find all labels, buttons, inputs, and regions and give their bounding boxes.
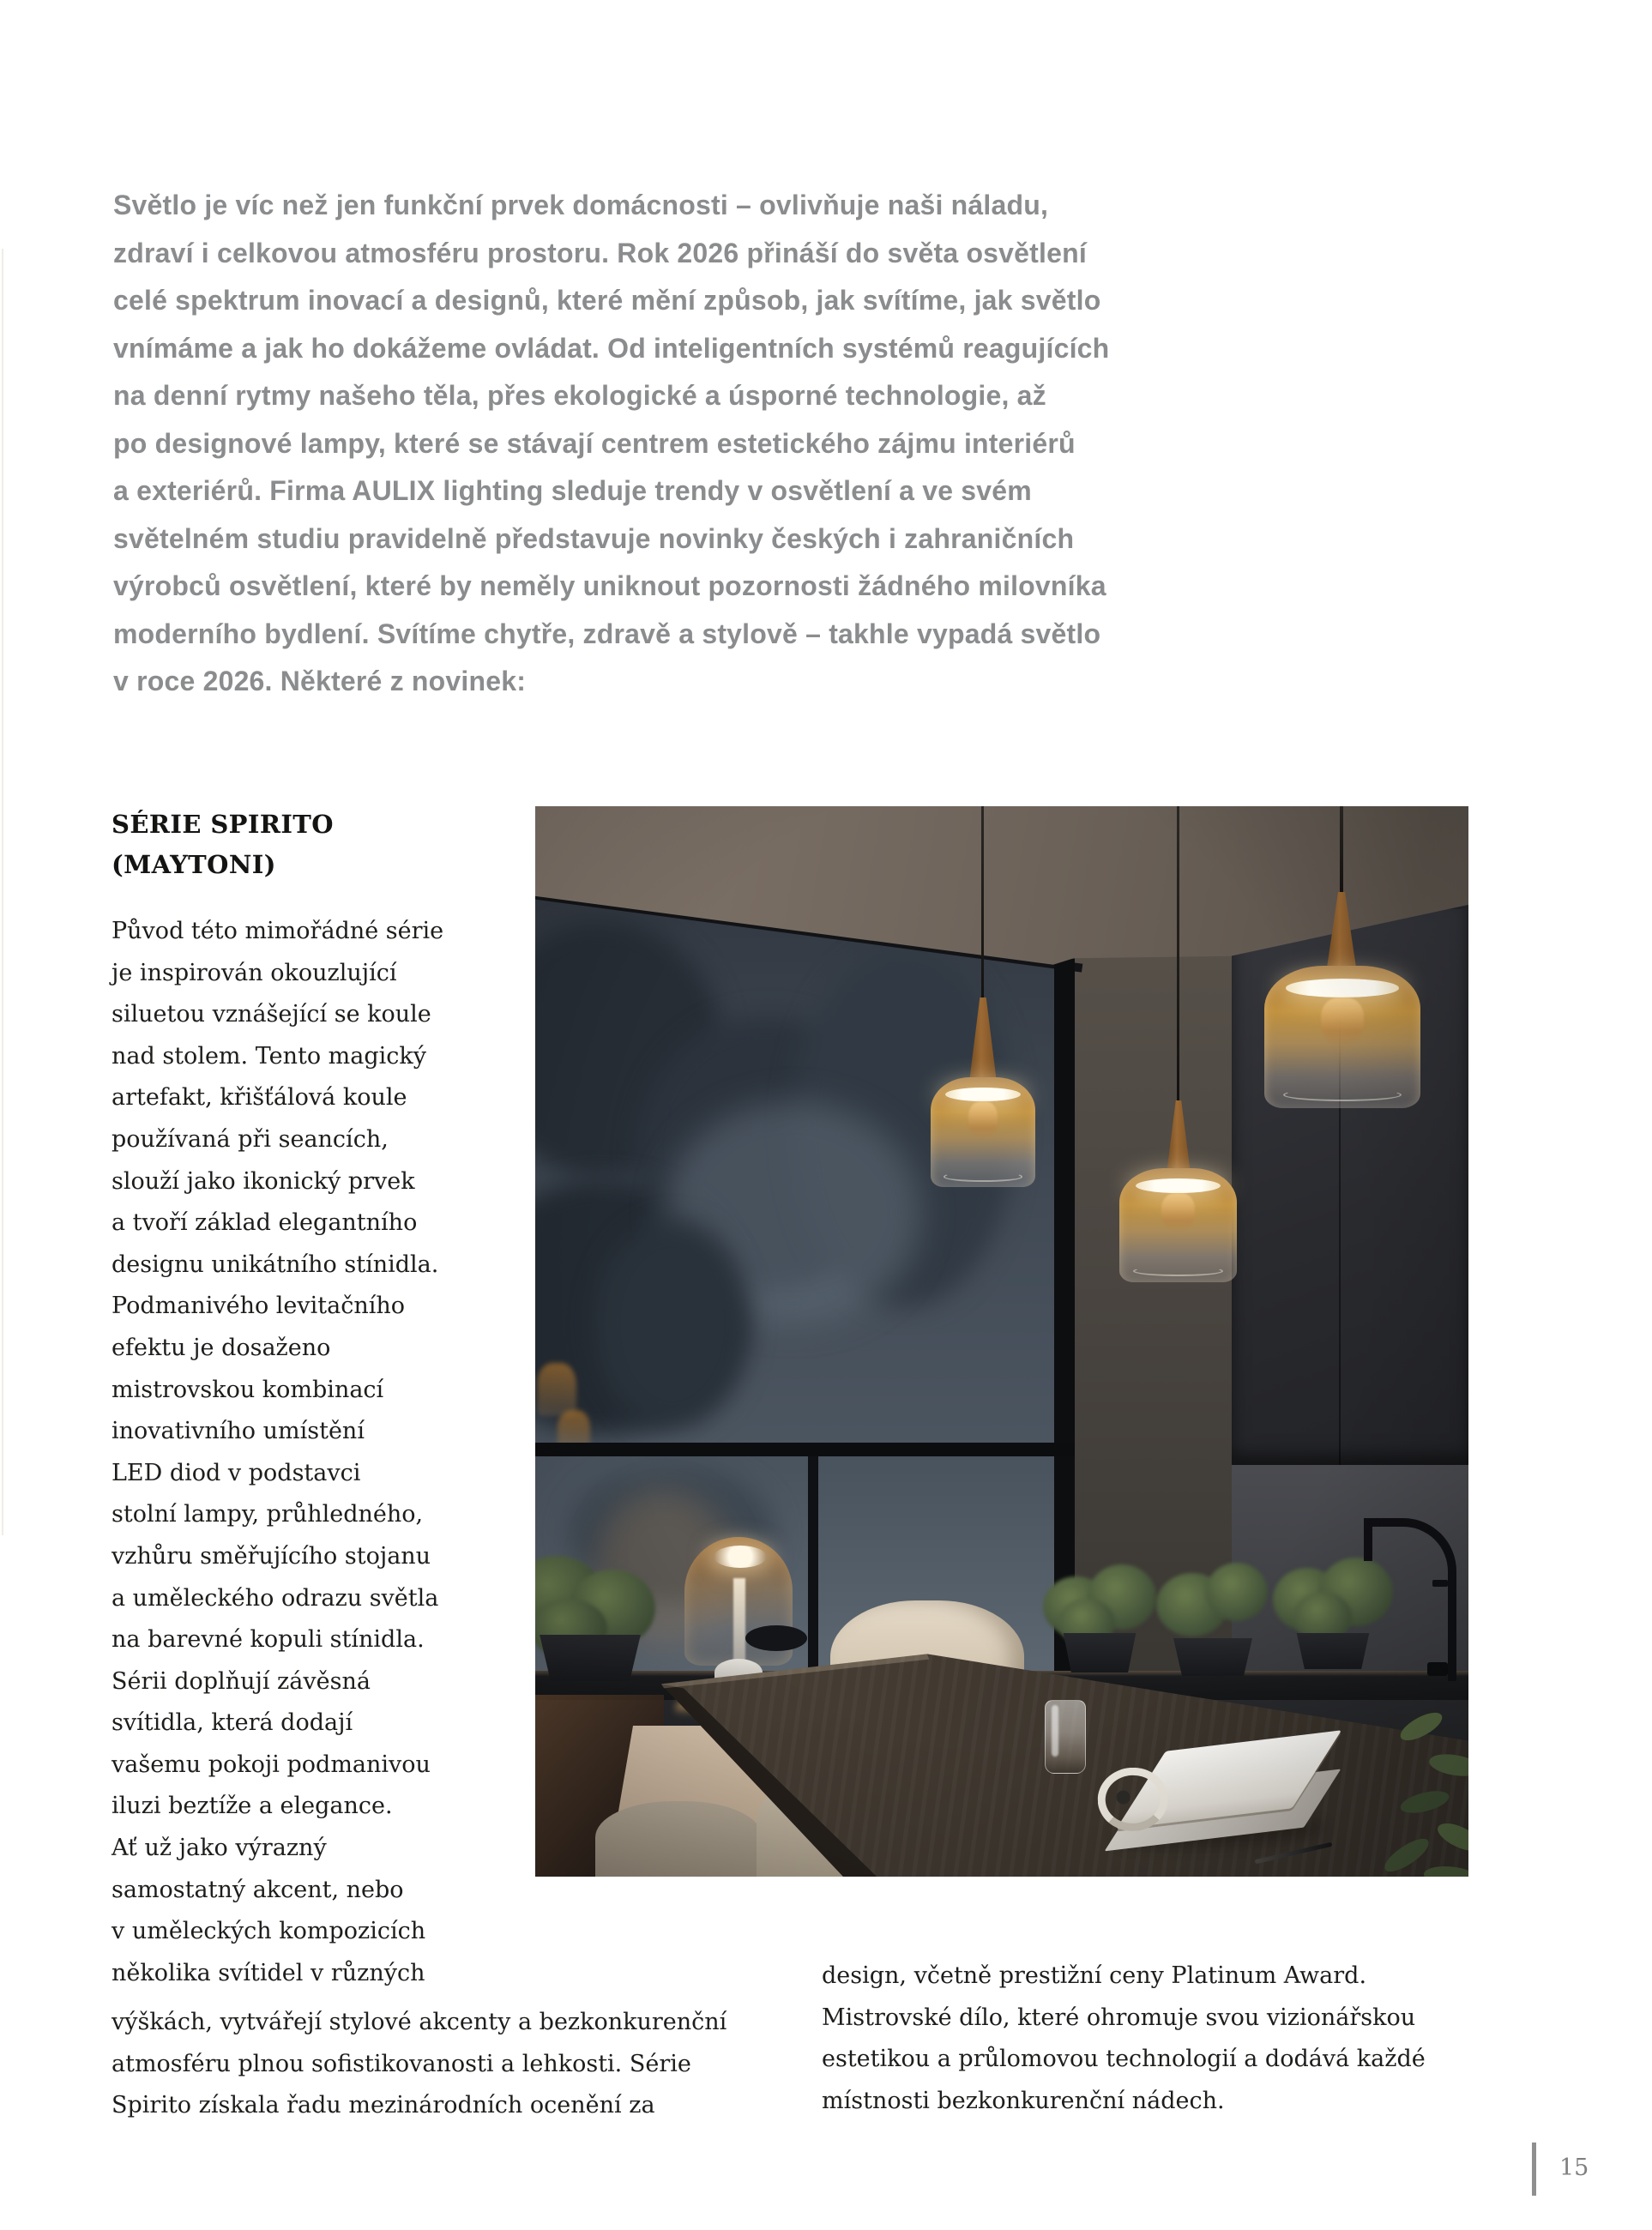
section-heading: SÉRIE SPIRITO (MAYTONI)	[112, 810, 334, 879]
article-photo	[535, 806, 1468, 1877]
photo-vignette	[535, 806, 1468, 1877]
page-number: 15	[1559, 2155, 1589, 2181]
article-column-bottom-right: design, včetně prestižní ceny Platinum Award. Mistrovské dílo, které ohromuje svou vizionářskou estetikou a průlomovou technologií a dodává každé místnosti bezkonkurenční nádech.	[822, 1962, 1426, 2114]
article-column-narrow: Původ této mimořádné série je inspirován okouzlující siluetou vznášející se koule nad stolem. Tento magický artefakt, křišťálová koule používaná při seancích, slouží jako ikonický prvek a tvoří základ elegantního designu unikátního stínidla. Podmanivého levitačního efektu je dosaženo mistrovskou kombinací inovativního umístění LED diod v podstavci stolní lampy, průhledného, vzhůru směřujícího stojanu a uměleckého odrazu světla na barevné kopuli stínidla. Sérii doplňují závěsná svítidla, která dodají vašemu pokoji podmanivou iluzi beztíže a elegance. Ať už jako výrazný samostatný akcent, nebo v uměleckých kompozicích několika svítidel v různých	[112, 918, 444, 1986]
page-footer	[1532, 2143, 1635, 2199]
page-edge-line	[2, 249, 3, 1535]
folio-bar	[1532, 2143, 1536, 2196]
intro-paragraph: Světlo je víc než jen funkční prvek domácnosti – ovlivňuje naši náladu, zdraví i celkovou atmosféru prostoru. Rok 2026 přináší do světa osvětlení celé spektrum inovací a designů, které mění způsob, jak svítíme, jak světlo vnímáme a jak ho dokážeme ovládat. Od inteligentních systémů reagujících na denní rytmy našeho těla, přes ekologické a úsporné technologie, až po designové lampy, které se stávají centrem estetického zájmu interiérů a exteriérů. Firma AULIX lighting sleduje trendy v osvětlení a ve svém světelném studiu pravidelně představuje novinky českých i zahraničních výrobců osvětlení, které by neměly uniknout pozornosti žádného milovníka moderního bydlení. Svítíme chytře, zdravě a stylově – takhle vypadá světlo v roce 2026. Některé z novinek:	[113, 190, 1110, 696]
article-column-bottom-left: výškách, vytvářejí stylové akcenty a bezkonkurenční atmosféru plnou sofistikovanosti a lehkosti. Série Spirito získala řadu mezinárodních ocenění za	[112, 2009, 727, 2119]
